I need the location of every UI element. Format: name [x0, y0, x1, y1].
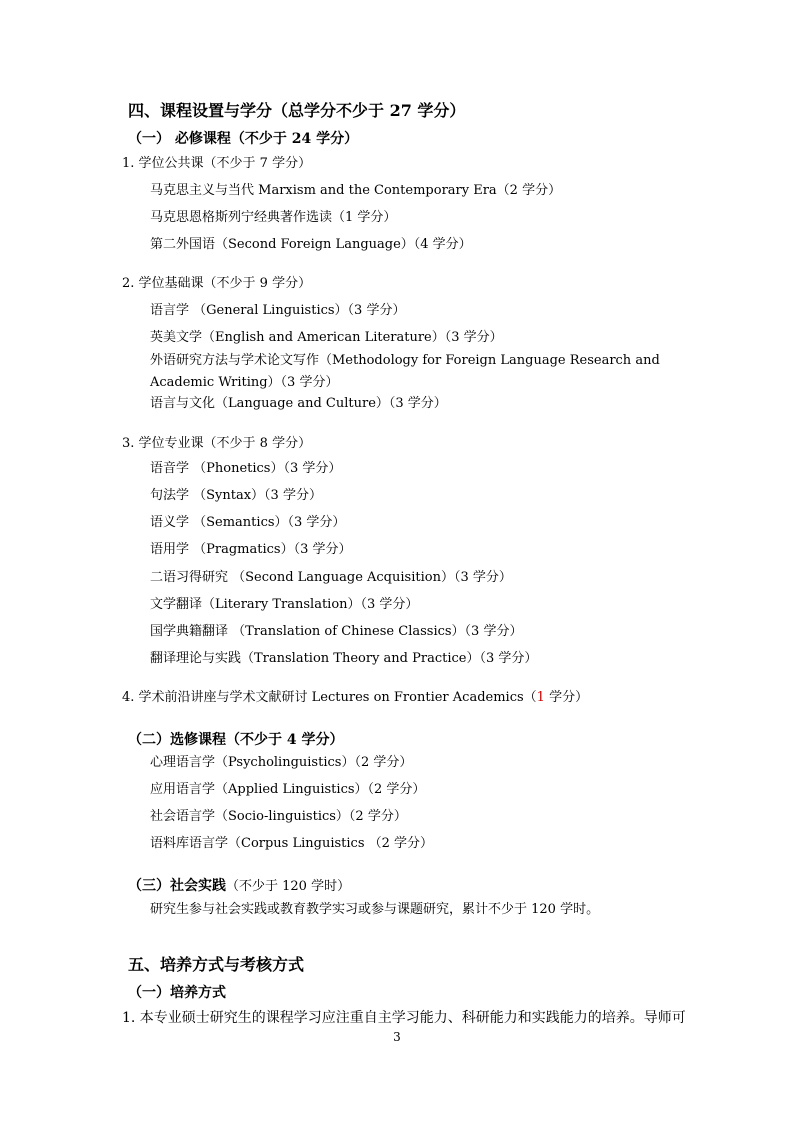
- course-item: 马克思恩格斯列宁经典著作选读（1 学分）: [150, 210, 397, 225]
- group-3-title: 3. 学位专业课（不少于 8 学分）: [122, 436, 312, 451]
- course-item: 句法学 （Syntax）（3 学分）: [150, 488, 322, 503]
- elective-courses-heading: （二）选修课程（不少于 4 学分）: [128, 732, 344, 748]
- group-2-title: 2. 学位基础课（不少于 9 学分）: [122, 276, 312, 291]
- section-5-title: 五、培养方式与考核方式: [128, 955, 305, 974]
- elective-item: 应用语言学（Applied Linguistics）（2 学分）: [150, 782, 426, 797]
- course-item: 语言学 （General Linguistics）（3 学分）: [150, 303, 406, 318]
- course-item: 语用学 （Pragmatics）（3 学分）: [150, 542, 352, 557]
- social-practice-text: 研究生参与社会实践或教育教学实习或参与课题研究，累计不少于 120 学时。: [150, 902, 600, 917]
- group-4-credit-value: 1: [536, 690, 545, 705]
- section-4-title: 四、课程设置与学分（总学分不少于 27 学分）: [128, 101, 466, 120]
- social-practice-heading-bold: （三）社会实践: [128, 878, 226, 894]
- course-item-continued: Academic Writing）（3 学分）: [150, 375, 339, 390]
- elective-item: 社会语言学（Socio-linguistics）（2 学分）: [150, 809, 407, 824]
- elective-item: 心理语言学（Psycholinguistics）（2 学分）: [150, 755, 413, 770]
- page-number: 3: [393, 1030, 401, 1044]
- course-item: 语音学 （Phonetics）（3 学分）: [150, 461, 342, 476]
- course-item: 第二外国语（Second Foreign Language）（4 学分）: [150, 237, 472, 252]
- group-1-title: 1. 学位公共课（不少于 7 学分）: [122, 156, 312, 171]
- social-practice-heading-normal: （不少于 120 学时）: [226, 879, 351, 894]
- course-item: 语言与文化（Language and Culture）（3 学分）: [150, 396, 447, 411]
- group-4-title: [122, 690, 588, 706]
- course-item: 国学典籍翻译 （Translation of Chinese Classics）（3 学分）: [150, 624, 523, 639]
- course-item: 马克思主义与当代 Marxism and the Contemporary Era（2 学分）: [150, 183, 562, 198]
- course-item: 外语研究方法与学术论文写作（Methodology for Foreign Language Research and: [150, 353, 660, 368]
- training-method-heading: （一）培养方式: [128, 985, 226, 1001]
- group-4-title-prefix: 4. 学术前沿讲座与学术文献研讨 Lectures on Frontier Academics（: [122, 690, 537, 705]
- course-item: 翻译理论与实践（Translation Theory and Practice）（3 学分）: [150, 651, 538, 666]
- elective-item: 语料库语言学（Corpus Linguistics （2 学分）: [150, 836, 434, 851]
- social-practice-heading: [128, 877, 350, 896]
- course-item: 二语习得研究 （Second Language Acquisition）（3 学分）: [150, 570, 512, 585]
- required-courses-heading: （一） 必修课程（不少于 24 学分）: [128, 131, 359, 147]
- course-item: 文学翻译（Literary Translation）（3 学分）: [150, 597, 419, 612]
- group-4-title-suffix: 学分）: [544, 690, 589, 705]
- course-item: 英美文学（English and American Literature）（3 学分）: [150, 330, 503, 345]
- course-item: 语义学 （Semantics）（3 学分）: [150, 515, 346, 530]
- training-method-line: 1. 本专业硕士研究生的课程学习应注重自主学习能力、科研能力和实践能力的培养。导师可: [122, 1010, 686, 1026]
